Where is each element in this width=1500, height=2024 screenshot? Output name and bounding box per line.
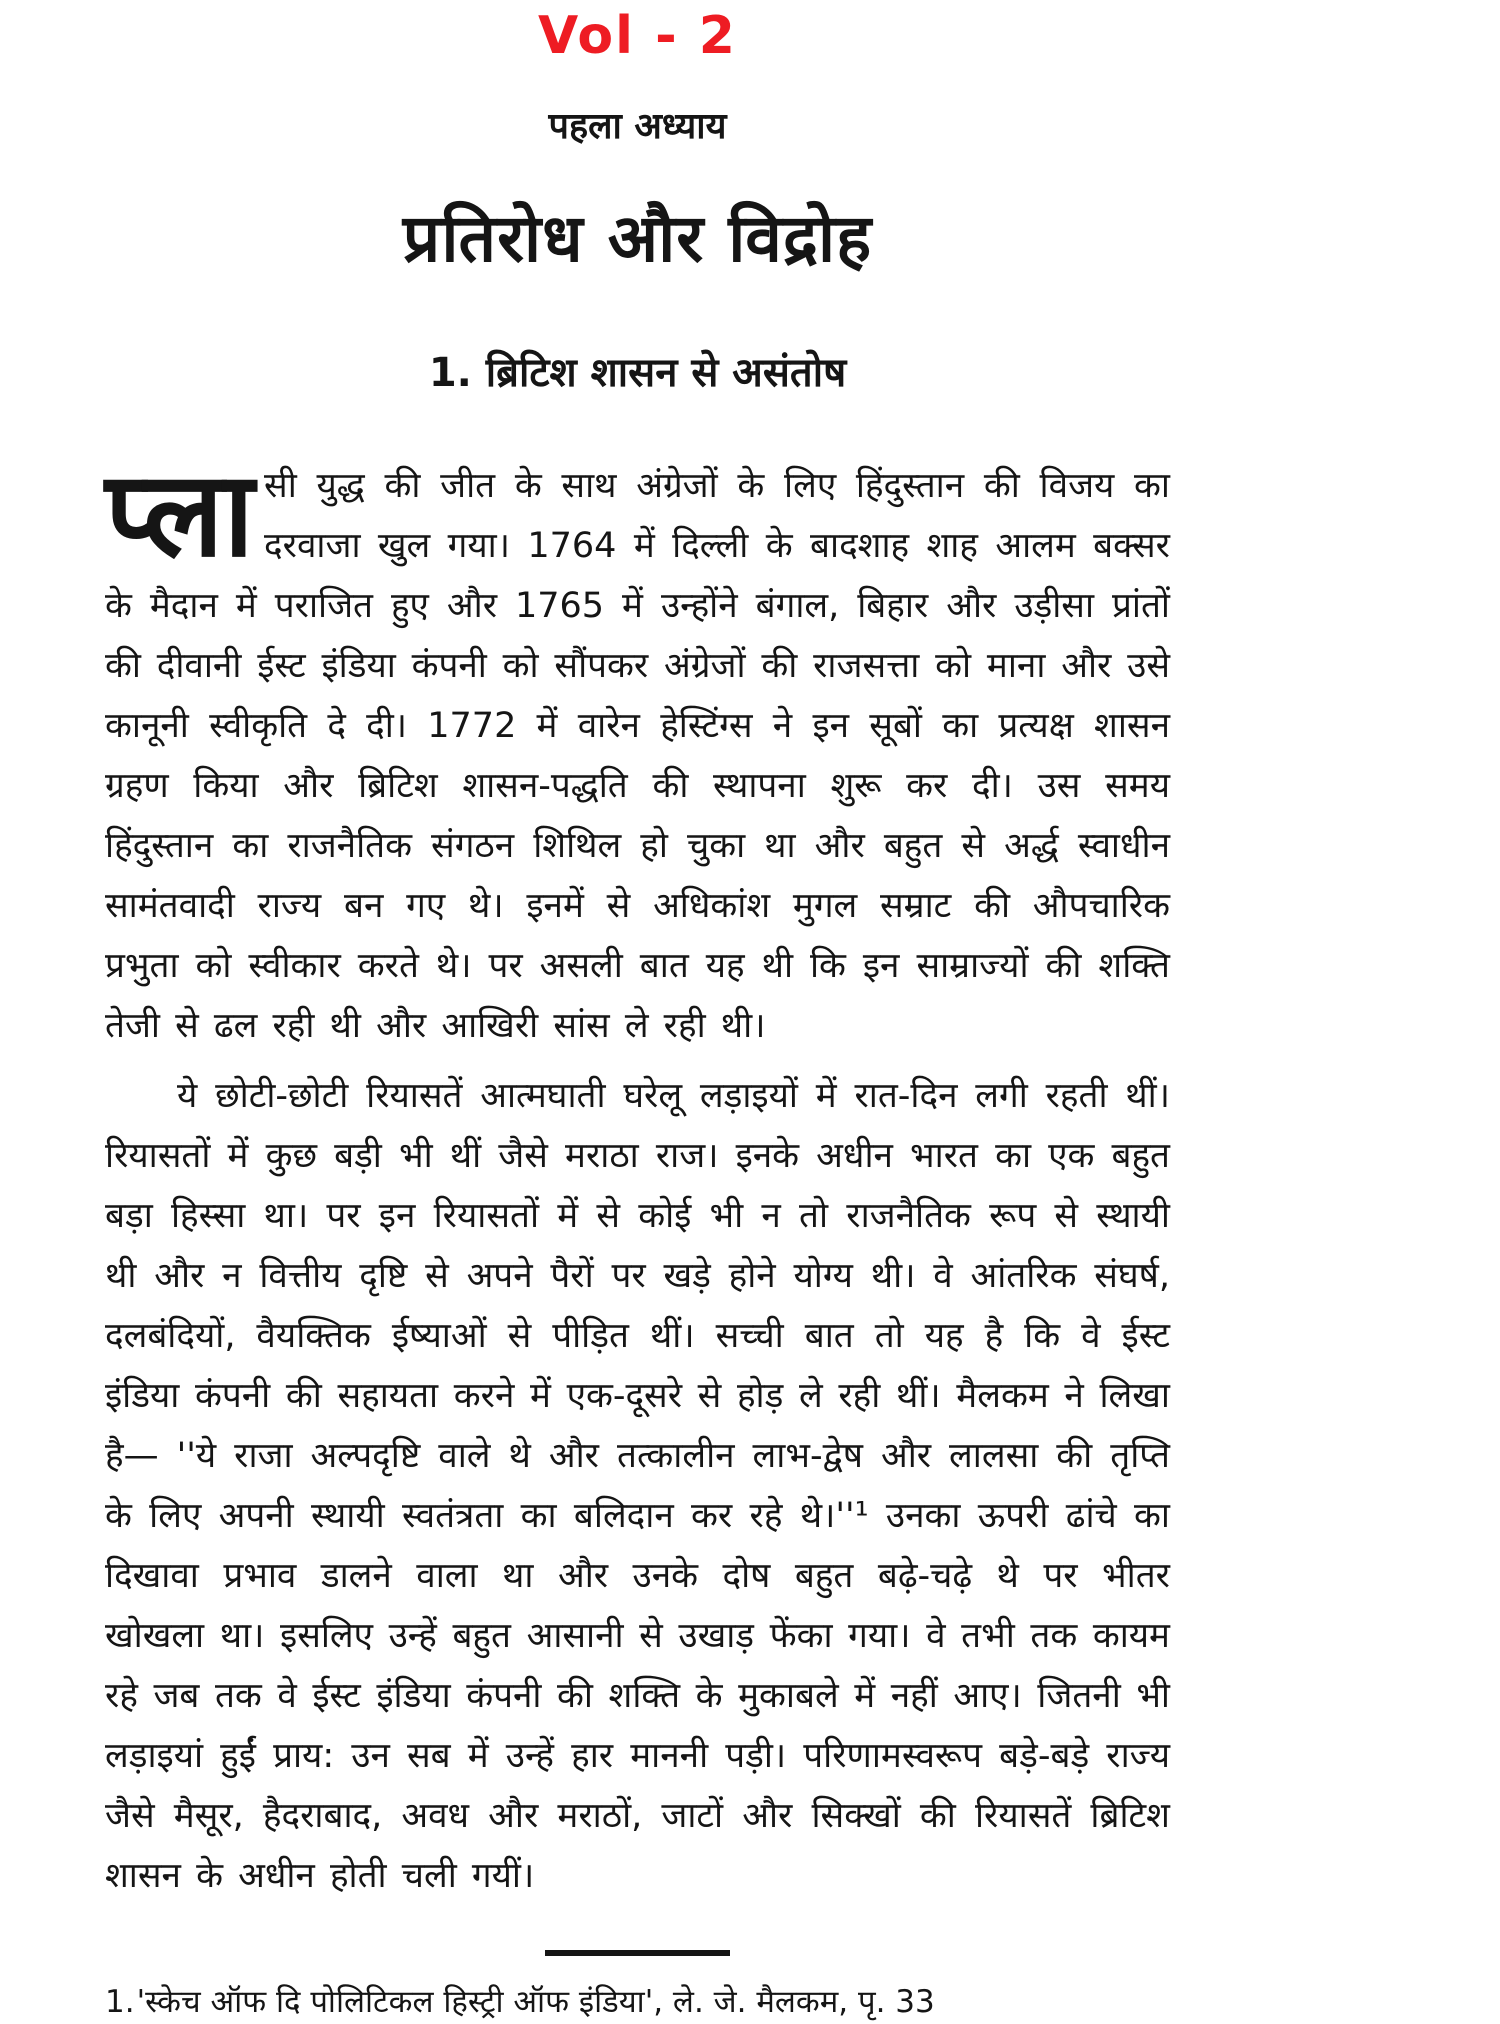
footnote-divider <box>545 1950 730 1956</box>
paragraph: प्ला सी युद्ध की जीत के साथ अंग्रेजों के लिए हिंदुस्तान की विजय का दरवाजा खुल गया। 1764 में दिल्ली के बादशाह शाह आलम बक्सर के मैदान में पराजित हुए और 1765 में उन्होंने बंगाल, बिहार और उड़ीसा प्रांतों की दीवानी ईस्ट इंडिया कंपनी को सौंपकर अंग्रेजों की राजसत्ता को माना और उसे कानूनी स्वीकृति दे दी। 1772 में वारेन हेस्टिंग्स ने इन सूबों का प्रत्यक्ष शासन ग्रहण किया और ब्रिटिश शासन-पद्धति की स्थापना शुरू कर दी। उस समय हिंदुस्तान का राजनैतिक संगठन शिथिल हो चुका था और बहुत से अर्द्ध स्वाधीन सामंतवादी राज्य बन गए थे। इनमें से अधिकांश मुगल सम्राट की औपचारिक प्रभुता को स्वीकार करते थे। पर असली बात यह थी कि इन साम्राज्यों की शक्ति तेजी से ढल रही थी और आखिरी सांस ले रही थी। <box>105 445 1170 1046</box>
footnote-text: 'स्केच ऑफ दि पोलिटिकल हिस्ट्री ऑफ इंडिया', ले. जे. मैलकम, पृ. 33 <box>136 1984 935 2020</box>
chapter-label: पहला अध्याय <box>548 106 727 147</box>
drop-cap: प्ला <box>105 445 255 583</box>
footnote <box>105 1980 1170 2024</box>
page-content <box>105 100 1170 2024</box>
volume-label: Vol - 2 <box>538 6 737 66</box>
body-text <box>105 445 1170 1906</box>
page-title: प्रतिरोध और विद्रोह <box>402 200 873 277</box>
footnote-marker: 1. <box>105 1984 135 2020</box>
section-heading: 1. ब्रिटिश शासन से असंतोष <box>428 350 847 396</box>
paragraph: ये छोटी-छोटी रियासतें आत्मघाती घरेलू लड़ाइयों में रात-दिन लगी रहती थीं। रियासतों में कुछ बड़ी भी थीं जैसे मराठा राज। इनके अधीन भारत का एक बहुत बड़ा हिस्सा था। पर इन रियासतों में से कोई भी न तो राजनैतिक रूप से स्थायी थी और न वित्तीय दृष्टि से अपने पैरों पर खड़े होने योग्य थी। वे आंतरिक संघर्ष, दलबंदियों, वैयक्तिक ईष्याओं से पीड़ित थीं। सच्ची बात तो यह है कि वे ईस्ट इंडिया कंपनी की सहायता करने में एक-दूसरे से होड़ ले रही थीं। मैलकम ने लिखा है— ''ये राजा अल्पदृष्टि वाले थे और तत्कालीन लाभ-द्वेष और लालसा की तृप्ति के लिए अपनी स्थायी स्वतंत्रता का बलिदान कर रहे थे।''¹ उनका ऊपरी ढांचे का दिखावा प्रभाव डालने वाला था और उनके दोष बहुत बढ़े-चढ़े थे पर भीतर खोखला था। इसलिए उन्हें बहुत आसानी से उखाड़ फेंका गया। वे तभी तक कायम रहे जब तक वे ईस्ट इंडिया कंपनी की शक्ति के मुकाबले में नहीं आए। जितनी भी लड़ाइयां हुईं प्राय: उन सब में उन्हें हार माननी पड़ी। परिणामस्वरूप बड़े-बड़े राज्य जैसे मैसूर, हैदराबाद, अवध और मराठों, जाटों और सिक्खों की रियासतें ब्रिटिश शासन के अधीन होती चली गयीं। <box>105 1076 1170 1896</box>
